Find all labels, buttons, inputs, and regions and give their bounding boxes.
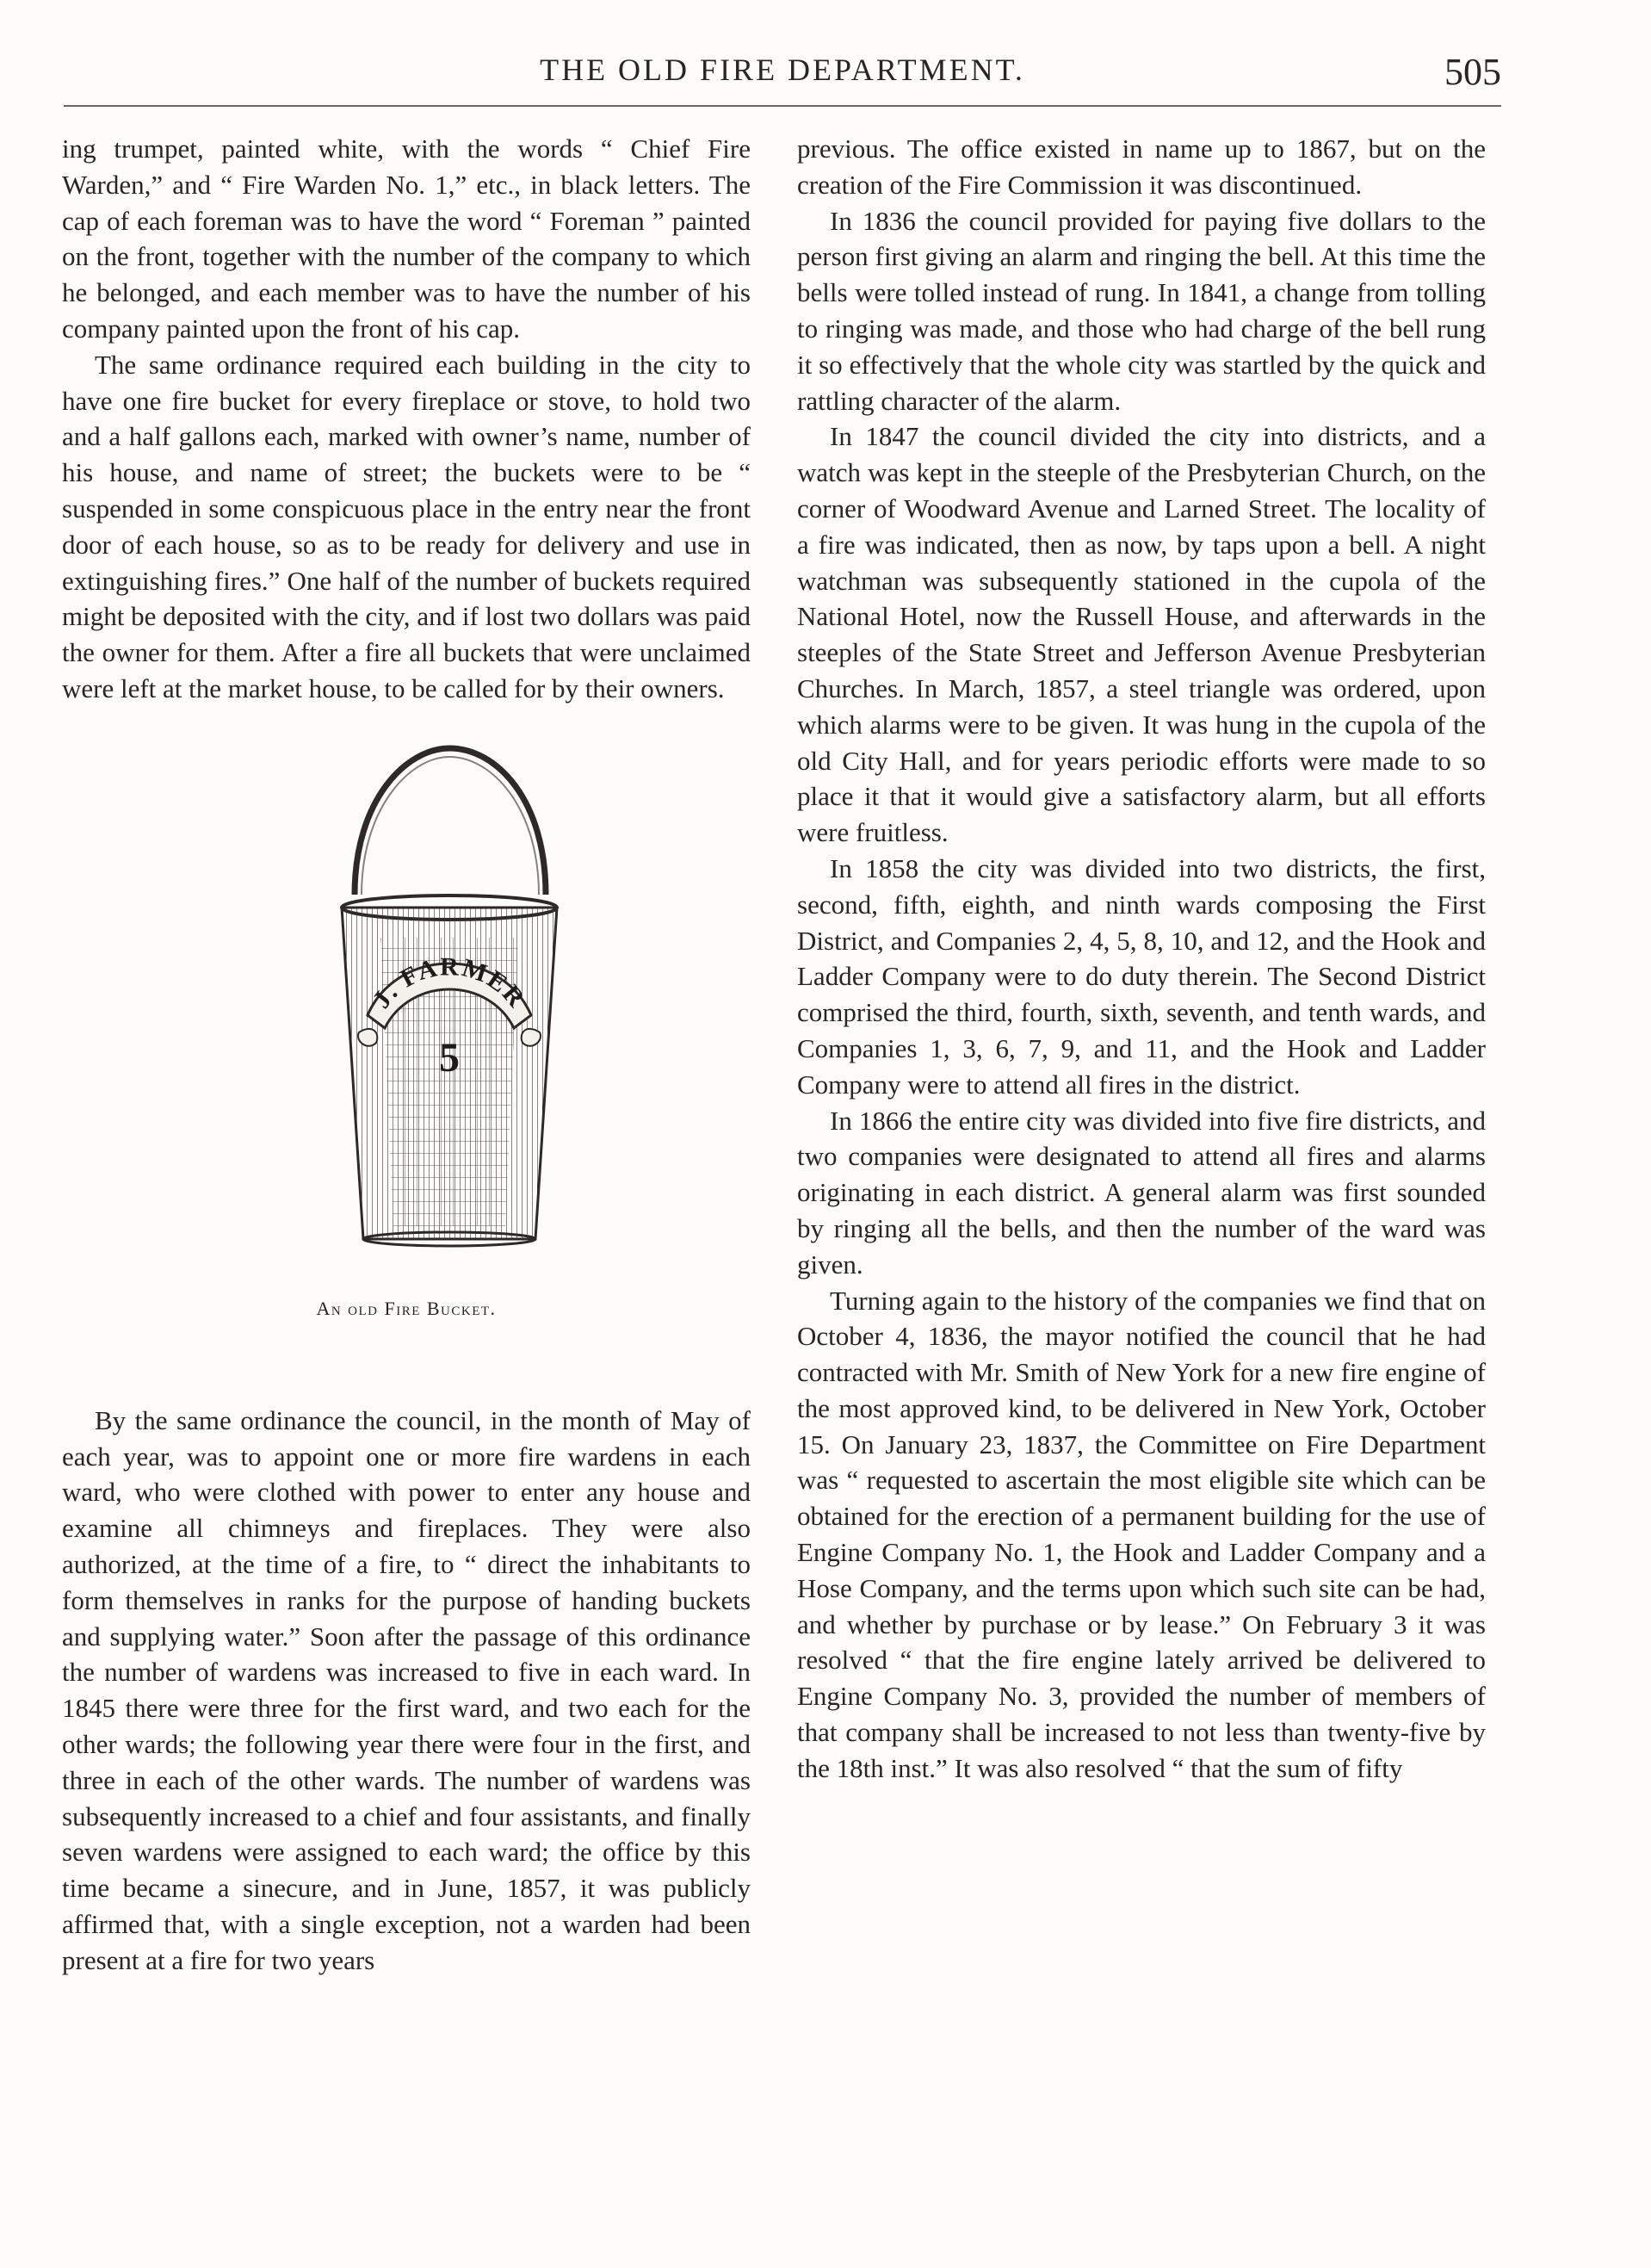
left-column (62, 131, 751, 1979)
right-paragraph-1: previous. The office existed in name up to 1867, but on the creation of the Fire Commission it was discontinued. (797, 133, 1486, 200)
bucket-number: 5 (439, 1034, 460, 1081)
right-column (797, 131, 1486, 1787)
left-paragraph-3: By the same ordinance the council, in the month of May of each year, was to appoint one or more fire wardens in each ward, who were clothed with power to enter any house and examine all chimneys and fireplaces. They were also authorized, at the time of a fire, to “ direct the inhabitants to form themselves in ranks for the purpose of handing buckets and supplying water.” Soon after the passage of this ordinance the number of wardens was increased to five in each ward. In 1845 there were three for the first ward, and two each for the other wards; the following year there were four in the first, and three in each of the other wards. The number of wardens was subsequently increased to a chief and four assistants, and finally seven wardens were assigned to each ward; the office by this time became a sinecure, and in June, 1857, it was publicly affirmed that, with a single exception, not a warden had been present at a fire for two years (62, 1404, 751, 1975)
figure-caption: An old Fire Bucket. (316, 1297, 497, 1319)
page-number: 505 (1444, 51, 1501, 93)
figure (62, 731, 751, 1403)
running-header (64, 45, 1501, 105)
right-paragraph-3: In 1847 the council divided the city into districts, and a watch was kept in the steeple of the Presbyterian Church, on the corner of Woodward Avenue and Larned Street. The locality of a fire was indicated, then as now, by taps upon a bell. A night watchman was subsequently stationed in the cupola of the National Hotel, now the Russell House, and afterwards in the steeples of the State Street and Jefferson Avenue Presbyterian Churches. In March, 1857, a steel triangle was ordered, upon which alarms were to be given. It was hung in the cupola of the old City Hall, and for years periodic efforts were made to so place it that it would give a satisfactory alarm, but all efforts were fruitless. (797, 421, 1486, 848)
left-paragraph-1: ing trumpet, painted white, with the words “ Chief Fire Warden,” and “ Fire Warden No. 1,” etc., in black letters. The cap of each foreman was to have the word “ Foreman ” painted on the front, together with the number of the company to which he belonged, and each member was to have the number of his company painted upon the front of his cap. (62, 133, 751, 344)
right-paragraph-5: In 1866 the entire city was divided into five fire districts, and two companies were designated to attend all fires and alarms originating in each district. A general alarm was first sounded by ringing all the bells, and then the number of the ward was given. (797, 1105, 1486, 1280)
left-paragraph-2: The same ordinance required each building in the city to have one fire bucket for every fireplace or stove, to hold two and a half gallons each, marked with owner’s name, number of his house, and name of street; the buckets were to be “ suspended in some conspicuous place in the entry near the front door of each house, so as to be ready for delivery and use in extinguishing fires.” One half of the number of buckets required might be deposited with the city, and if lost two dollars was paid the owner for them. After a fire all buckets that were unclaimed were left at the market house, to be called for by their owners. (62, 349, 751, 703)
running-title: THE OLD FIRE DEPARTMENT. (540, 53, 1025, 87)
bucket-label: J. FARMER (367, 952, 532, 1013)
fire-bucket-illustration (320, 731, 578, 1265)
header-rule (64, 105, 1501, 107)
right-paragraph-4: In 1858 the city was divided into two districts, the first, second, fifth, eighth, and ninth wards composing the First District, and Companies 2, 4, 5, 8, 10, and 12, and the Hook and Ladder Company were to do duty therein. The Second District comprised the third, fourth, sixth, seventh, and tenth wards, and Companies 1, 3, 6, 7, 9, and 11, and the Hook and Ladder Company were to attend all fires in the district. (797, 852, 1486, 1100)
right-paragraph-2: In 1836 the council provided for paying five dollars to the person first giving an alarm and ringing the bell. At this time the bells were tolled instead of rung. In 1841, a change from tolling to ringing was made, and those who had charge of the bell rung it so effectively that the whole city was startled by the quick and rattling character of the alarm. (797, 205, 1486, 416)
right-paragraph-6: Turning again to the history of the companies we find that on October 4, 1836, the mayor notified the council that he had contracted with Mr. Smith of New York for a new fire engine of the most approved kind, to be delivered in New York, October 15. On January 23, 1837, the Committee on Fire Department was “ requested to ascertain the most eligible site which can be obtained for the erection of a permanent building for the use of Engine Company No. 1, the Hook and Ladder Company and a Hose Company, and the terms upon which such site can be had, and whether by purchase or by lease.” On February 3 it was resolved “ that the fire engine lately arrived be delivered to Engine Company No. 3, provided the number of members of that company shall be increased to not less than twenty-five by the 18th inst.” It was also resolved “ that the sum of fifty (797, 1285, 1486, 1783)
